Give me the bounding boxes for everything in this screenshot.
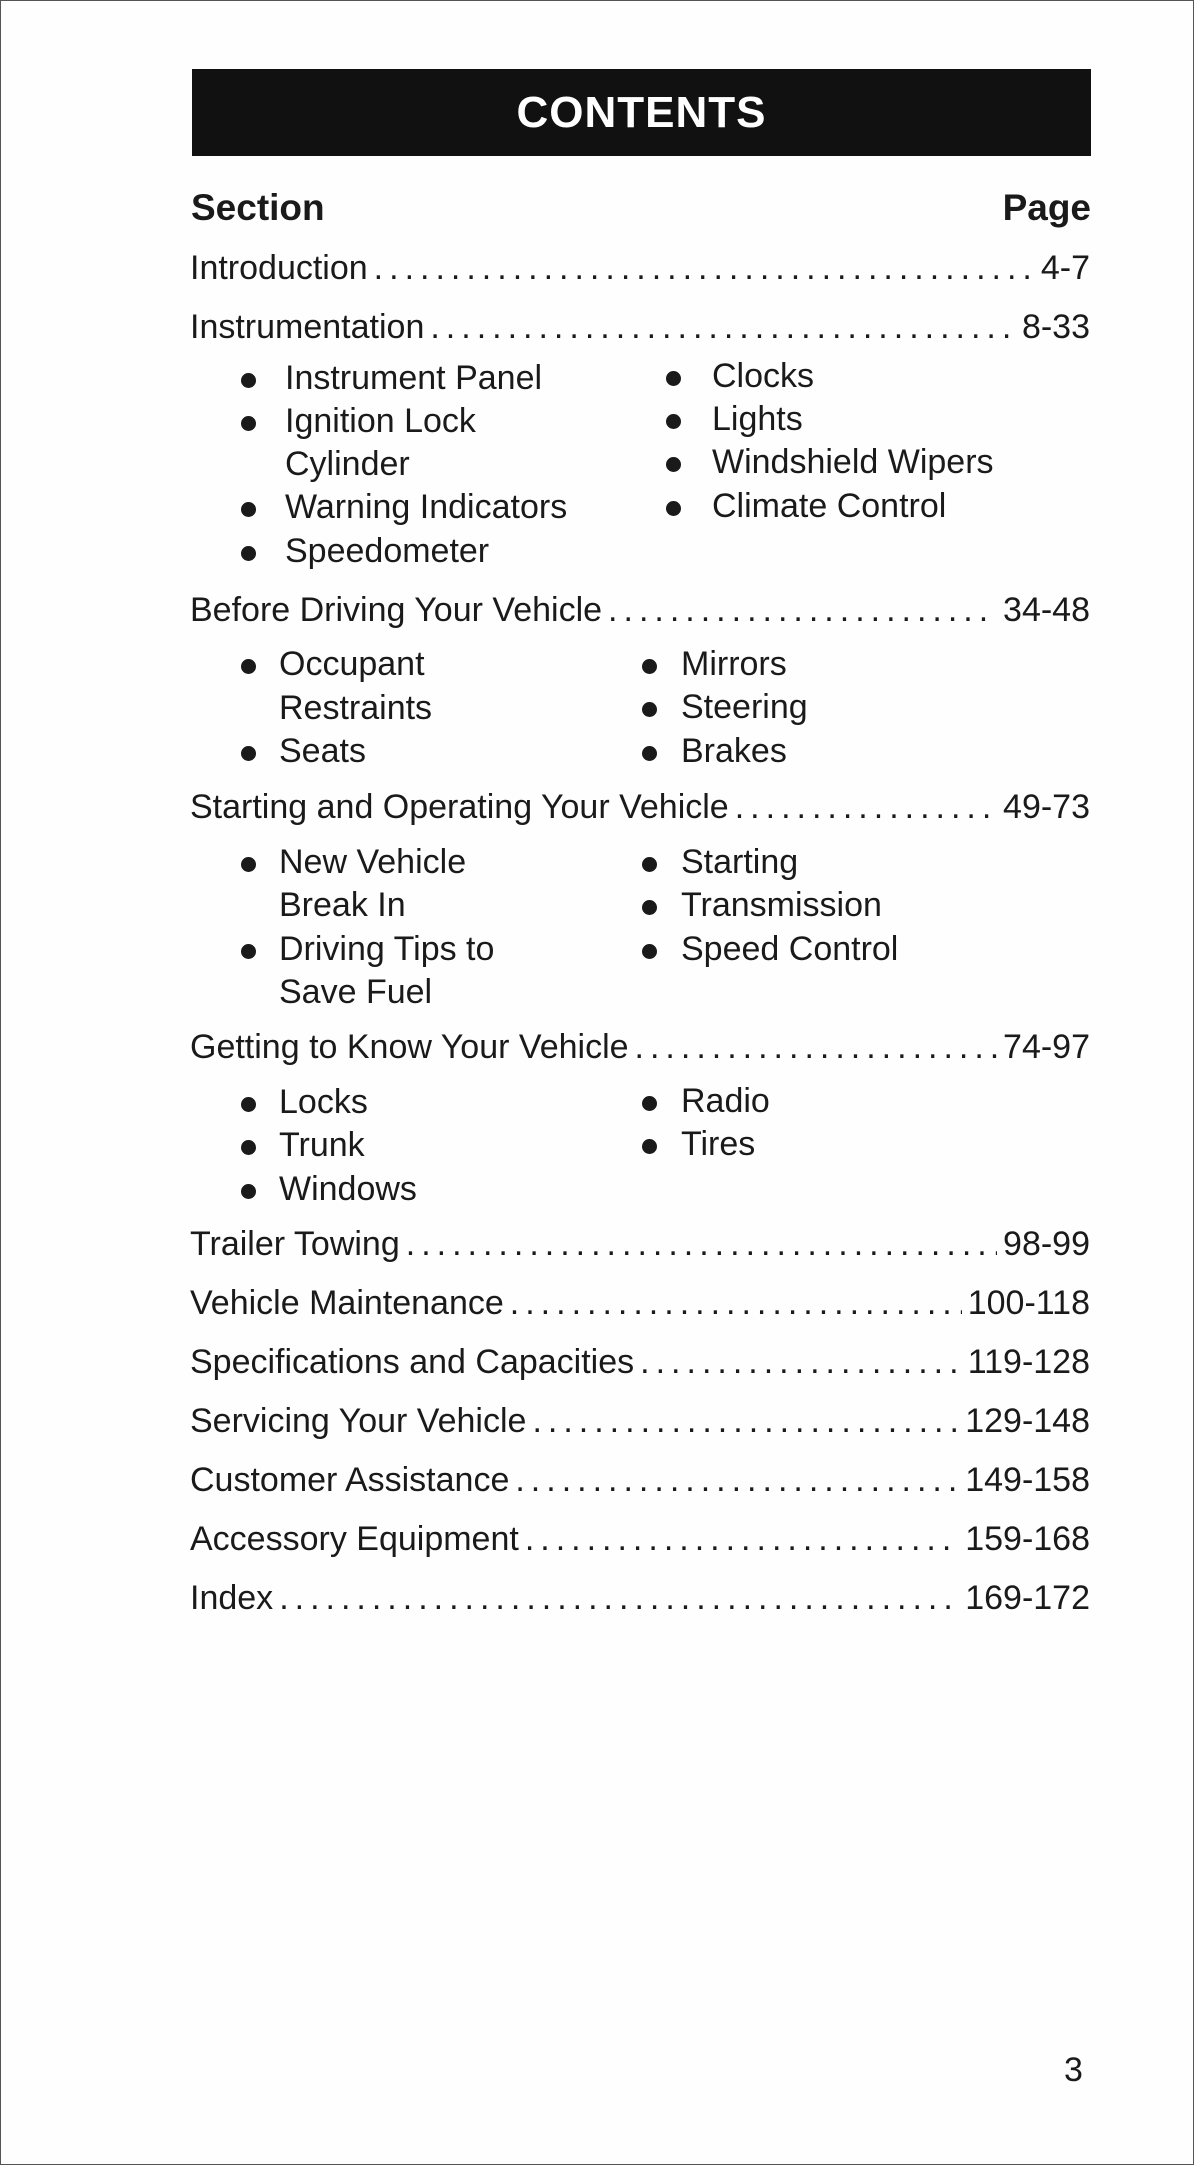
- toc-entry-title: Customer Assistance: [190, 1461, 510, 1499]
- dot-leader: [515, 1461, 959, 1500]
- subtopic-item: Seats: [279, 732, 366, 770]
- toc-entry-title: Specifications and Capacities: [190, 1343, 635, 1381]
- section-column-header: Section: [191, 187, 325, 228]
- dot-leader: [525, 1520, 959, 1559]
- dot-leader: [635, 1028, 998, 1067]
- toc-entry-pages: 159-168: [965, 1520, 1090, 1558]
- toc-entry-customer-assistance[interactable]: [190, 1461, 1090, 1507]
- toc-entry-accessory-equipment[interactable]: [190, 1520, 1090, 1566]
- bullet-icon: [642, 746, 657, 761]
- subtopic-item: New Vehicle: [279, 843, 467, 881]
- toc-entry-title: Starting and Operating Your Vehicle: [190, 788, 729, 826]
- bullet-icon: [241, 502, 256, 517]
- toc-entry-pages: 169-172: [965, 1579, 1090, 1617]
- subtopic-item: Warning Indicators: [285, 488, 568, 526]
- subtopic-item: Mirrors: [681, 645, 787, 683]
- bullet-icon: [666, 457, 681, 472]
- toc-entry-title: Vehicle Maintenance: [190, 1284, 504, 1322]
- subtopic-item-continued: Save Fuel: [279, 973, 433, 1011]
- toc-entry-pages: 8-33: [1021, 308, 1090, 346]
- subtopic-item: Radio: [681, 1082, 770, 1120]
- toc-entry-pages: 34-48: [1003, 591, 1090, 629]
- subtopic-item: Tires: [681, 1125, 756, 1163]
- bullet-icon: [241, 373, 256, 388]
- page-column-header: Page: [1002, 187, 1091, 228]
- subtopic-item: Instrument Panel: [285, 359, 543, 397]
- subtopic-item: Windows: [279, 1170, 417, 1208]
- bullet-icon: [642, 944, 657, 959]
- bullet-icon: [241, 746, 256, 761]
- bullet-icon: [642, 857, 657, 872]
- subtopic-item: Steering: [681, 688, 808, 726]
- dot-leader: [608, 591, 997, 630]
- toc-entry-title: Before Driving Your Vehicle: [190, 591, 603, 629]
- toc-entry-getting-to-know[interactable]: [190, 1028, 1090, 1074]
- toc-entry-introduction[interactable]: [190, 249, 1090, 295]
- toc-entry-pages: 4-7: [1040, 249, 1090, 287]
- toc-entry-title: Servicing Your Vehicle: [190, 1402, 527, 1440]
- dot-leader: [735, 788, 997, 827]
- dot-leader: [430, 308, 1016, 347]
- subtopic-item: Brakes: [681, 732, 787, 770]
- subtopic-item: Trunk: [279, 1126, 365, 1164]
- bullet-icon: [241, 1184, 256, 1199]
- toc-entry-pages: 149-158: [965, 1461, 1090, 1499]
- subtopic-item: Clocks: [712, 357, 815, 395]
- page-number: 3: [1064, 2051, 1083, 2089]
- bullet-icon: [642, 1139, 657, 1154]
- subtopic-item-continued: Restraints: [279, 689, 433, 727]
- bullet-icon: [642, 900, 657, 915]
- subtopic-item: Transmission: [681, 886, 882, 924]
- subtopic-item: Driving Tips to: [279, 930, 495, 968]
- bullet-icon: [666, 371, 681, 386]
- toc-entry-pages: 119-128: [967, 1343, 1090, 1381]
- toc-entry-vehicle-maintenance[interactable]: [190, 1284, 1090, 1330]
- dot-leader: [510, 1284, 962, 1323]
- bullet-icon: [642, 1096, 657, 1111]
- bullet-icon: [241, 1140, 256, 1155]
- page-title: CONTENTS: [516, 87, 767, 137]
- bullet-icon: [241, 944, 256, 959]
- dot-leader: [279, 1579, 959, 1618]
- toc-entry-title: Accessory Equipment: [190, 1520, 519, 1558]
- toc-entry-servicing[interactable]: [190, 1402, 1090, 1448]
- toc-entry-instrumentation[interactable]: [190, 308, 1090, 354]
- subtopic-item: Speedometer: [285, 532, 490, 570]
- subtopic-item: Climate Control: [712, 487, 947, 525]
- subtopic-item: Starting: [681, 843, 799, 881]
- bullet-icon: [642, 702, 657, 717]
- bullet-icon: [642, 659, 657, 674]
- subtopic-item: Windshield Wipers: [712, 443, 994, 481]
- subtopic-item: Locks: [279, 1083, 368, 1121]
- toc-entry-title: Trailer Towing: [190, 1225, 400, 1263]
- dot-leader: [406, 1225, 997, 1264]
- toc-entry-trailer-towing[interactable]: [190, 1225, 1090, 1271]
- dot-leader: [374, 249, 1035, 288]
- subtopic-item: Lights: [712, 400, 803, 438]
- toc-entry-specifications[interactable]: [190, 1343, 1090, 1389]
- contents-banner: [192, 69, 1091, 156]
- subtopic-item: Ignition Lock: [285, 402, 476, 440]
- toc-entry-pages: 129-148: [965, 1402, 1090, 1440]
- toc-entry-pages: 98-99: [1003, 1225, 1090, 1263]
- toc-entry-title: Instrumentation: [190, 308, 425, 346]
- bullet-icon: [241, 1097, 256, 1112]
- dot-leader: [532, 1402, 959, 1441]
- toc-entry-pages: 74-97: [1003, 1028, 1090, 1066]
- bullet-icon: [241, 857, 256, 872]
- toc-entry-title: Getting to Know Your Vehicle: [190, 1028, 629, 1066]
- subtopic-item: Occupant: [279, 645, 425, 683]
- toc-entry-title: Index: [190, 1579, 274, 1617]
- toc-entry-pages: 100-118: [967, 1284, 1090, 1322]
- dot-leader: [640, 1343, 962, 1382]
- toc-entry-pages: 49-73: [1003, 788, 1090, 826]
- bullet-icon: [241, 546, 256, 561]
- toc-entry-before-driving[interactable]: [190, 591, 1090, 637]
- subtopic-item-continued: Cylinder: [285, 445, 410, 483]
- toc-entry-index[interactable]: [190, 1579, 1090, 1625]
- toc-entry-starting-operating[interactable]: [190, 788, 1090, 834]
- bullet-icon: [666, 501, 681, 516]
- subtopic-item-continued: Break In: [279, 886, 406, 924]
- bullet-icon: [241, 659, 256, 674]
- bullet-icon: [241, 416, 256, 431]
- subtopic-item: Speed Control: [681, 930, 899, 968]
- bullet-icon: [666, 414, 681, 429]
- toc-entry-title: Introduction: [190, 249, 368, 287]
